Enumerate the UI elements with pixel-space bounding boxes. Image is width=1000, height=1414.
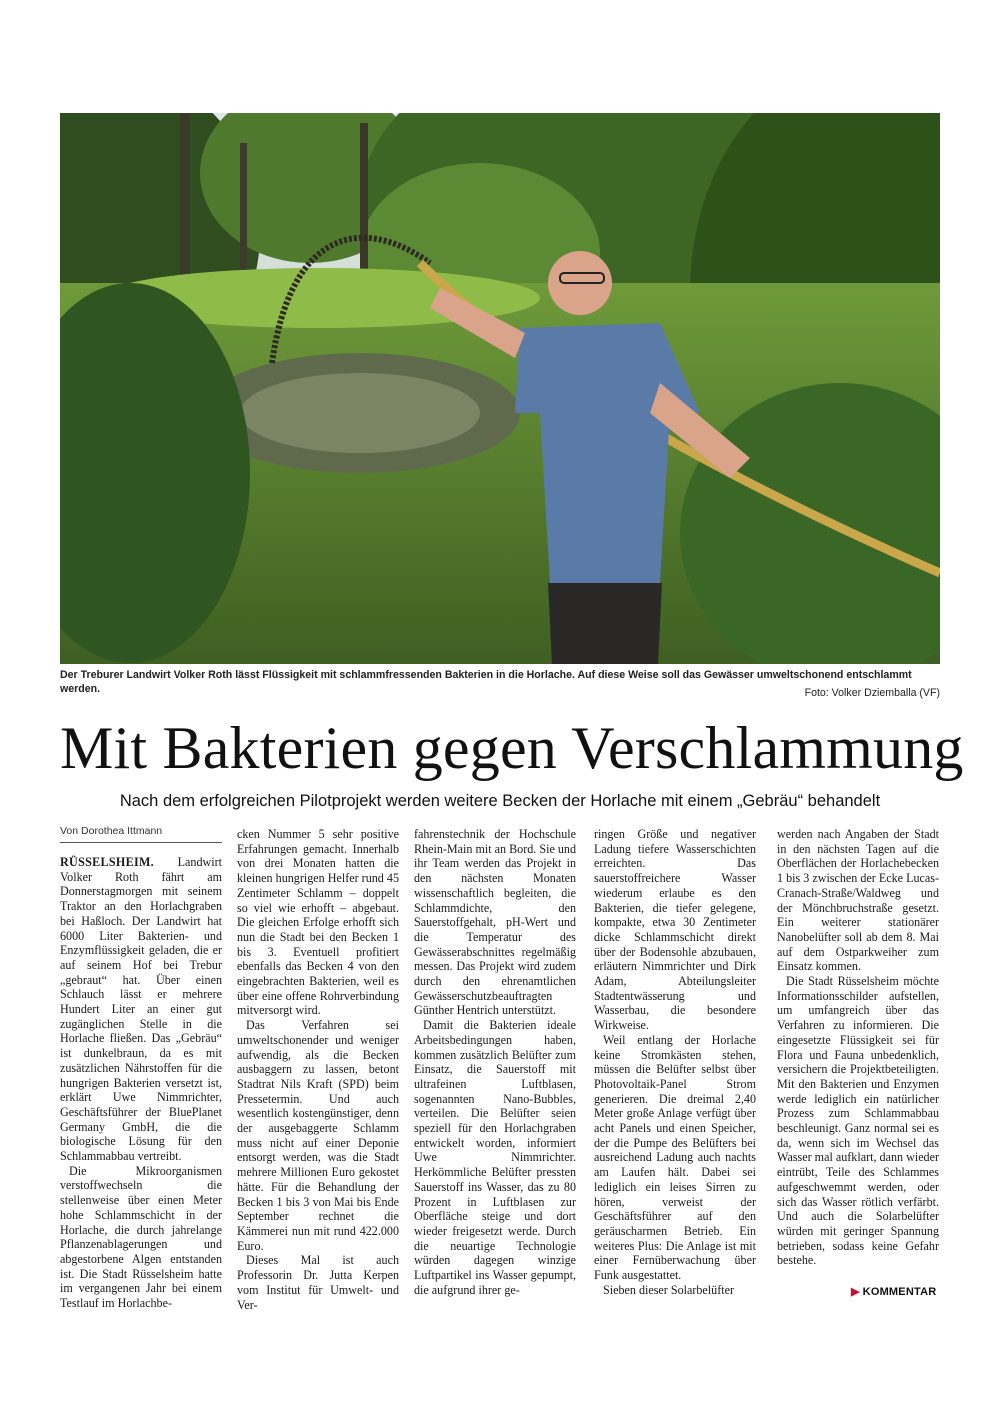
article-paragraph: fahrenstechnik der Hochschule Rhein-Main mit an Bord. Sie und ihr Team werden das Projekt in den nächsten Monaten wissenschaftlich begleiten, die Schlammdichte, den Sauerstoffgehalt, pH-Wert und die Temperatur des Gewässerabschnittes regelmäßig messen. Das Projekt wird zudem durch den ehrenamtlichen Gewässerschutzbeauftragten Günther Hentrich unterstützt. — [414, 827, 576, 1018]
article-paragraph: Weil entlang der Horlache keine Stromkästen stehen, müssen die Belüfter selbst über Photovoltaik-Panel Strom generieren. Die dreimal 2,40 Meter große Anlage verfügt über acht Panels und einen Speicher, der die Pumpe des Belüfters bei ausreichend Ladung auch nachts am Laufen hält. Dabei sei lediglich ein leises Sirren zu hören, verweist der Geschäftsführer auf den geräuscharmen Betrieb. Ein weiteres Plus: Die Anlage ist mit einer Fernüberwachung über Funk ausgestattet. — [594, 1032, 756, 1283]
article-paragraph: werden nach Angaben der Stadt in den nächsten Tagen auf die Oberflächen der Horlachebecken 1 bis 3 zwischen der Ecke Lucas-Cranach-Straße/Waldweg und der Mönchbruchstraße gesetzt. Ein weiterer stationärer Nanobelüfter soll ab dem 8. Mai auf dem Ostparkweiher zum Einsatz kommen. — [777, 827, 939, 974]
headline: Mit Bakterien gegen Verschlammung — [60, 715, 964, 781]
article-paragraph: ringen Größe und negativer Ladung tiefere Wasserschichten erreichten. Das sauerstoffreichere Wasser wiederum erlaube es den Bakterien, die tiefer gelegene, kompakte, etwa 30 Zentimeter dicke Schlammschicht direkt über der Bodensohle abzubauen, erläutern Nimmrichter und Dirk Adam, Abteilungsleiter Stadtentwässerung und Wasserbau, die besondere Wirkweise. — [594, 827, 756, 1033]
paragraph-text: Landwirt Volker Roth fährt am Donnerstagmorgen mit seinem Traktor an den Horlachgraben bei Haßloch. Der Landwirt hat 6000 Liter Bakterien- und Enzymflüssigkeit geladen, die er auf seinem Hof bei Trebur „gebraut“ hat. Über einen Schlauch lässt er mehrere Hundert Liter an einer gut zugänglichen Stelle in die Horlache fließen. Das „Gebräu“ ist dunkelbraun, da es mit zusätzlichen Nährstoffen für die hungrigen Bakterien versetzt ist, erklärt Uwe Nimmrichter, Geschäftsführer der BluePlanet Germany GmbH, die die biologische Lösung für den Schlammabbau vertreibt. — [60, 855, 222, 1164]
article-column-1 — [60, 855, 222, 1311]
article-paragraph: Damit die Bakterien ideale Arbeitsbedingungen haben, kommen zusätzlich Belüfter zum Einsatz, die Sauerstoff mit ultrafeinen Luftblasen, sogenannten Nano-Bubbles, verteilen. Die Belüfter seien speziell für den Horlachgraben entwickelt worden, informiert Uwe Nimmrichter. Herkömmliche Belüfter pressten Sauerstoff ins Wasser, das zu 80 Prozent in Luftblasen zur Oberfläche steige und dort wieder freigesetzt werde. Durch die neuartige Technologie würden dagegen winzige Luftpartikel ins Wasser gepumpt, die aufgrund ihrer ge- — [414, 1018, 576, 1297]
article-paragraph: cken Nummer 5 sehr positive Erfahrungen gemacht. Innerhalb von drei Monaten hatten die kleinen hungrigen Helfer rund 45 Zentimeter Schlamm – doppelt so viel wie erhofft – abgebaut. Die gleichen Erfolge erhofft sich nun die Stadt bei den Becken 1 bis 3. Eventuell profitiert ebenfalls das Becken 4 von den eingebrachten Bakterien, weil es über eine offene Rohrverbindung mitversorgt wird. — [237, 827, 399, 1018]
article-column-2 — [237, 827, 399, 1312]
triangle-right-icon: ▶ — [851, 1286, 860, 1298]
photo-caption: Der Treburer Landwirt Volker Roth lässt Flüssigkeit mit schlammfressenden Bakterien in die Horlache. Auf diese Weise soll das Gewässer umweltschonend entschlammt werden. — [60, 669, 912, 695]
article-paragraph: Sieben dieser Solarbelüfter — [603, 1282, 734, 1297]
byline: Von Dorothea Ittmann — [60, 825, 222, 843]
article-paragraph: Das Verfahren sei umweltschonender und weniger aufwendig, als die Becken ausbaggern zu lassen, betont Stadtrat Nils Kraft (SPD) beim Pressetermin. Und auch wesentlich kostengünstiger, denn der ausgebaggerte Schlamm muss nicht auf einer Deponie entsorgt werden, was die Stadt mehrere Millionen Euro gekostet hätte. Für die Behandlung der Becken 1 bis 3 von Mai bis Ende September rechnet die Kämmerei nun mit rund 422.000 Euro. — [237, 1018, 399, 1253]
subheadline: Nach dem erfolgreichen Pilotprojekt werden weitere Becken der Horlache mit einem „Gebräu“ behandelt — [119, 792, 881, 810]
article-photo — [60, 113, 940, 664]
article-column-3 — [414, 827, 576, 1298]
photo-credit: Foto: Volker Dziemballa (VF) — [804, 687, 940, 699]
article-column-5 — [777, 827, 939, 1268]
article-column-4 — [594, 827, 756, 1298]
kommentar-link[interactable] — [851, 1285, 936, 1298]
dateline: RÜSSELSHEIM. — [60, 855, 154, 869]
kommentar-label: KOMMENTAR — [862, 1286, 937, 1298]
article-paragraph: Dieses Mal ist auch Professorin Dr. Jutta Kerpen vom Institut für Umwelt- und Ver- — [237, 1253, 399, 1312]
article-paragraph: Die Stadt Rüsselsheim möchte Informationsschilder aufstellen, um umfangreich über das Verfahren zu informieren. Die eingesetzte Flüssigkeit sei für Flora und Fauna unbedenklich, versichern die Projektbeteiligten. Mit den Bakterien und Enzymen werde lediglich ein natürlicher Prozess zum Schlammabbau beschleunigt. Ganz normal sei es da, wenn sich im Wechsel das Wasser mal aufklart, dann wieder eintrübt, Teile des Schlammes aufgeschwemmt werden, oder sich das Wasser rötlich verfärbt. Und auch die Solarbelüfter würden mit geringer Spannung betrieben, sodass keine Gefahr bestehe. — [777, 974, 939, 1268]
article-paragraph: Die Mikroorganismen verstoffwechseln die stellenweise über einen Meter hohe Schlammschicht in der Horlache, die durch jahrelange Pflanzenablagerungen und abgestorbene Algen entstanden ist. Die Stadt Rüsselsheim hatte im vergangenen Jahr bei einem Testlauf im Horlachbe- — [60, 1163, 222, 1311]
photo-illustration — [60, 113, 940, 664]
article-paragraph — [60, 855, 222, 1164]
